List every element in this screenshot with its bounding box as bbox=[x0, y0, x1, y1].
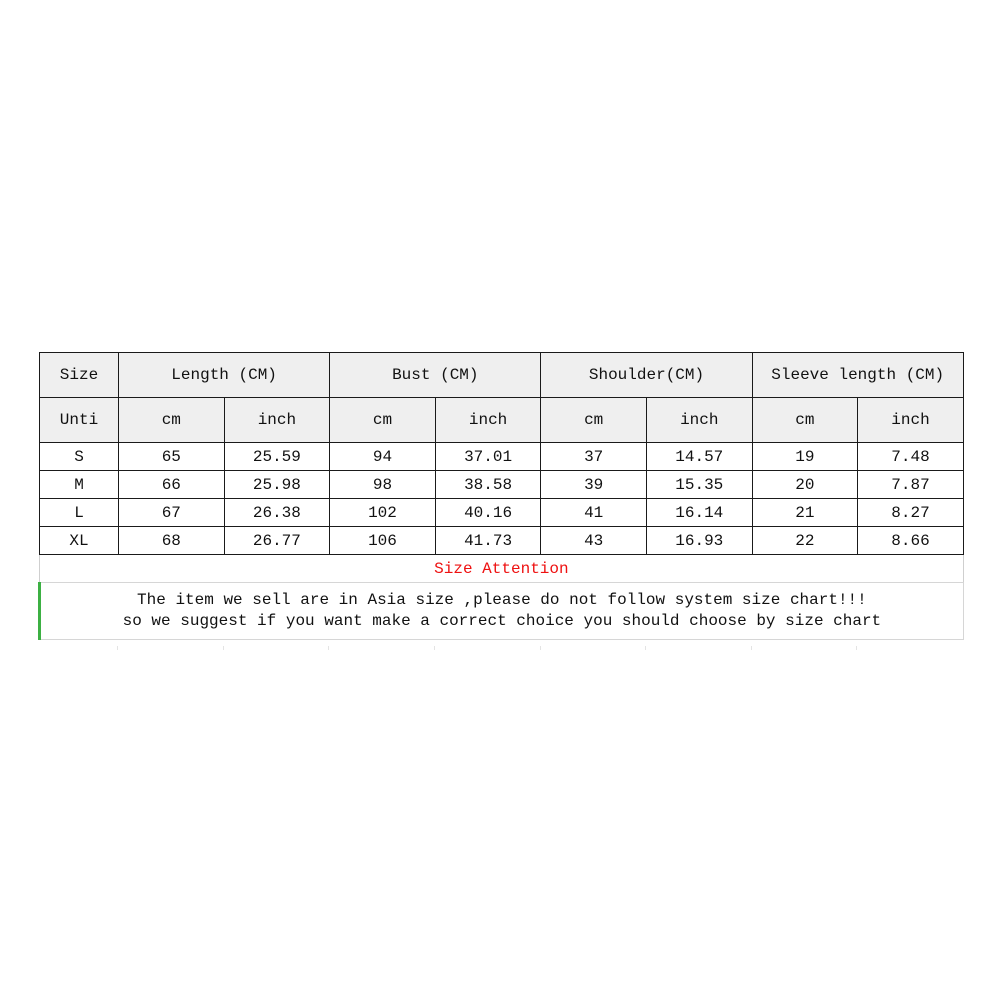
length-inch-cell: 25.59 bbox=[224, 443, 330, 471]
size-cell: XL bbox=[40, 527, 119, 555]
unit-cm: cm bbox=[752, 398, 858, 443]
grid-tick bbox=[224, 646, 330, 650]
shoulder-inch-cell: 16.14 bbox=[646, 499, 752, 527]
length-inch-cell: 26.38 bbox=[224, 499, 330, 527]
bust-cm-cell: 98 bbox=[330, 471, 436, 499]
shoulder-inch-cell: 15.35 bbox=[646, 471, 752, 499]
unit-inch: inch bbox=[224, 398, 330, 443]
header-shoulder: Shoulder(CM) bbox=[541, 353, 752, 398]
bust-cm-cell: 102 bbox=[330, 499, 436, 527]
notice-line-1: The item we sell are in Asia size ,please do not follow system size chart!!! bbox=[137, 591, 867, 609]
header-row bbox=[40, 353, 964, 398]
shoulder-inch-cell: 14.57 bbox=[646, 443, 752, 471]
sleeve-cm-cell: 20 bbox=[752, 471, 858, 499]
header-size: Size bbox=[40, 353, 119, 398]
size-cell: M bbox=[40, 471, 119, 499]
size-cell: S bbox=[40, 443, 119, 471]
grid-tick bbox=[646, 646, 752, 650]
grid-tick bbox=[541, 646, 647, 650]
sleeve-inch-cell: 7.48 bbox=[858, 443, 964, 471]
unit-cm: cm bbox=[119, 398, 225, 443]
unit-cm: cm bbox=[541, 398, 647, 443]
sleeve-inch-cell: 7.87 bbox=[858, 471, 964, 499]
unit-cm: cm bbox=[330, 398, 436, 443]
header-length: Length (CM) bbox=[119, 353, 330, 398]
notice-row bbox=[40, 583, 964, 640]
size-cell: L bbox=[40, 499, 119, 527]
unit-label: Unti bbox=[40, 398, 119, 443]
length-inch-cell: 25.98 bbox=[224, 471, 330, 499]
notice-line-2: so we suggest if you want make a correct choice you should choose by size chart bbox=[122, 612, 882, 630]
sleeve-cm-cell: 19 bbox=[752, 443, 858, 471]
shoulder-cm-cell: 39 bbox=[541, 471, 647, 499]
grid-tick bbox=[752, 646, 858, 650]
bust-inch-cell: 37.01 bbox=[435, 443, 541, 471]
sleeve-cm-cell: 22 bbox=[752, 527, 858, 555]
size-chart-table bbox=[38, 352, 964, 640]
unit-row bbox=[40, 398, 964, 443]
length-cm-cell: 68 bbox=[119, 527, 225, 555]
sleeve-inch-cell: 8.66 bbox=[858, 527, 964, 555]
grid-tick bbox=[857, 646, 962, 650]
bust-cm-cell: 94 bbox=[330, 443, 436, 471]
length-cm-cell: 66 bbox=[119, 471, 225, 499]
length-cm-cell: 65 bbox=[119, 443, 225, 471]
shoulder-cm-cell: 37 bbox=[541, 443, 647, 471]
unit-inch: inch bbox=[435, 398, 541, 443]
sleeve-cm-cell: 21 bbox=[752, 499, 858, 527]
bust-inch-cell: 40.16 bbox=[435, 499, 541, 527]
faint-grid-ticks bbox=[38, 646, 962, 647]
table-row bbox=[40, 499, 964, 527]
grid-tick bbox=[329, 646, 435, 650]
shoulder-inch-cell: 16.93 bbox=[646, 527, 752, 555]
grid-tick bbox=[118, 646, 224, 650]
unit-inch: inch bbox=[646, 398, 752, 443]
sleeve-inch-cell: 8.27 bbox=[858, 499, 964, 527]
unit-inch: inch bbox=[858, 398, 964, 443]
length-inch-cell: 26.77 bbox=[224, 527, 330, 555]
shoulder-cm-cell: 43 bbox=[541, 527, 647, 555]
size-notice bbox=[40, 583, 964, 640]
size-attention-heading: Size Attention bbox=[40, 555, 964, 583]
attention-row bbox=[40, 555, 964, 583]
table-row bbox=[40, 527, 964, 555]
table-row bbox=[40, 443, 964, 471]
length-cm-cell: 67 bbox=[119, 499, 225, 527]
table-row bbox=[40, 471, 964, 499]
header-sleeve-length: Sleeve length (CM) bbox=[752, 353, 963, 398]
bust-inch-cell: 41.73 bbox=[435, 527, 541, 555]
bust-inch-cell: 38.58 bbox=[435, 471, 541, 499]
shoulder-cm-cell: 41 bbox=[541, 499, 647, 527]
bust-cm-cell: 106 bbox=[330, 527, 436, 555]
grid-tick bbox=[435, 646, 541, 650]
grid-tick bbox=[38, 646, 118, 650]
header-bust: Bust (CM) bbox=[330, 353, 541, 398]
